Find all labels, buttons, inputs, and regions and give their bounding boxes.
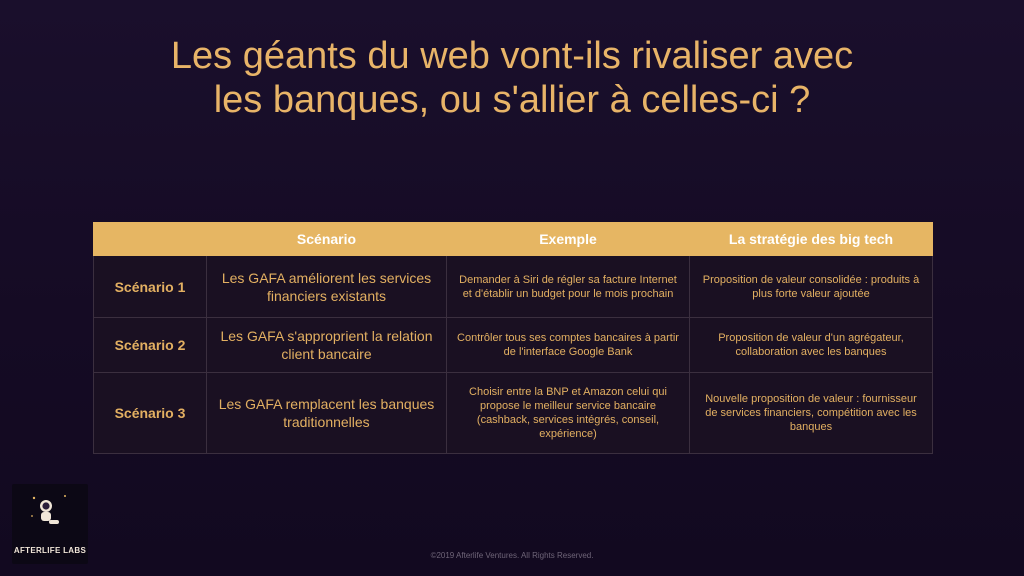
header-strategie: La stratégie des big tech	[690, 223, 933, 256]
strategie-cell: Proposition de valeur consolidée : produits à plus forte valeur ajoutée	[690, 256, 933, 318]
strategie-cell: Nouvelle proposition de valeur : fournisseur de services financiers, compétition avec les banques	[690, 373, 933, 454]
scenario-cell: Les GAFA remplacent les banques traditionnelles	[207, 373, 447, 454]
row-label: Scénario 3	[94, 373, 207, 454]
table-row	[94, 373, 933, 454]
astronaut-moon-icon	[29, 490, 71, 538]
title-line-1: Les géants du web vont-ils rivaliser avec	[170, 35, 854, 77]
row-label: Scénario 1	[94, 256, 207, 318]
header-empty	[94, 223, 207, 256]
table-row	[94, 318, 933, 373]
table-header-row	[94, 223, 933, 256]
header-scenario: Scénario	[207, 223, 447, 256]
strategie-cell: Proposition de valeur d'un agrégateur, collaboration avec les banques	[690, 318, 933, 373]
exemple-cell: Demander à Siri de régler sa facture Internet et d'établir un budget pour le mois prochain	[447, 256, 690, 318]
exemple-cell: Contrôler tous ses comptes bancaires à partir de l'interface Google Bank	[447, 318, 690, 373]
page-title	[0, 34, 1024, 122]
comparison-table	[93, 222, 933, 454]
copyright-footer: ©2019 Afterlife Ventures. All Rights Reserved.	[430, 551, 594, 560]
logo-text: AFTERLIFE LABS	[13, 546, 87, 555]
header-exemple: Exemple	[447, 223, 690, 256]
exemple-cell: Choisir entre la BNP et Amazon celui qui propose le meilleur service bancaire (cashback, services intégrés, conseil, expérience)	[447, 373, 690, 454]
scenario-cell: Les GAFA s'approprient la relation client bancaire	[207, 318, 447, 373]
row-label: Scénario 2	[94, 318, 207, 373]
scenario-cell: Les GAFA améliorent les services financiers existants	[207, 256, 447, 318]
title-line-2: les banques, ou s'allier à celles-ci ?	[213, 79, 811, 121]
table-row	[94, 256, 933, 318]
